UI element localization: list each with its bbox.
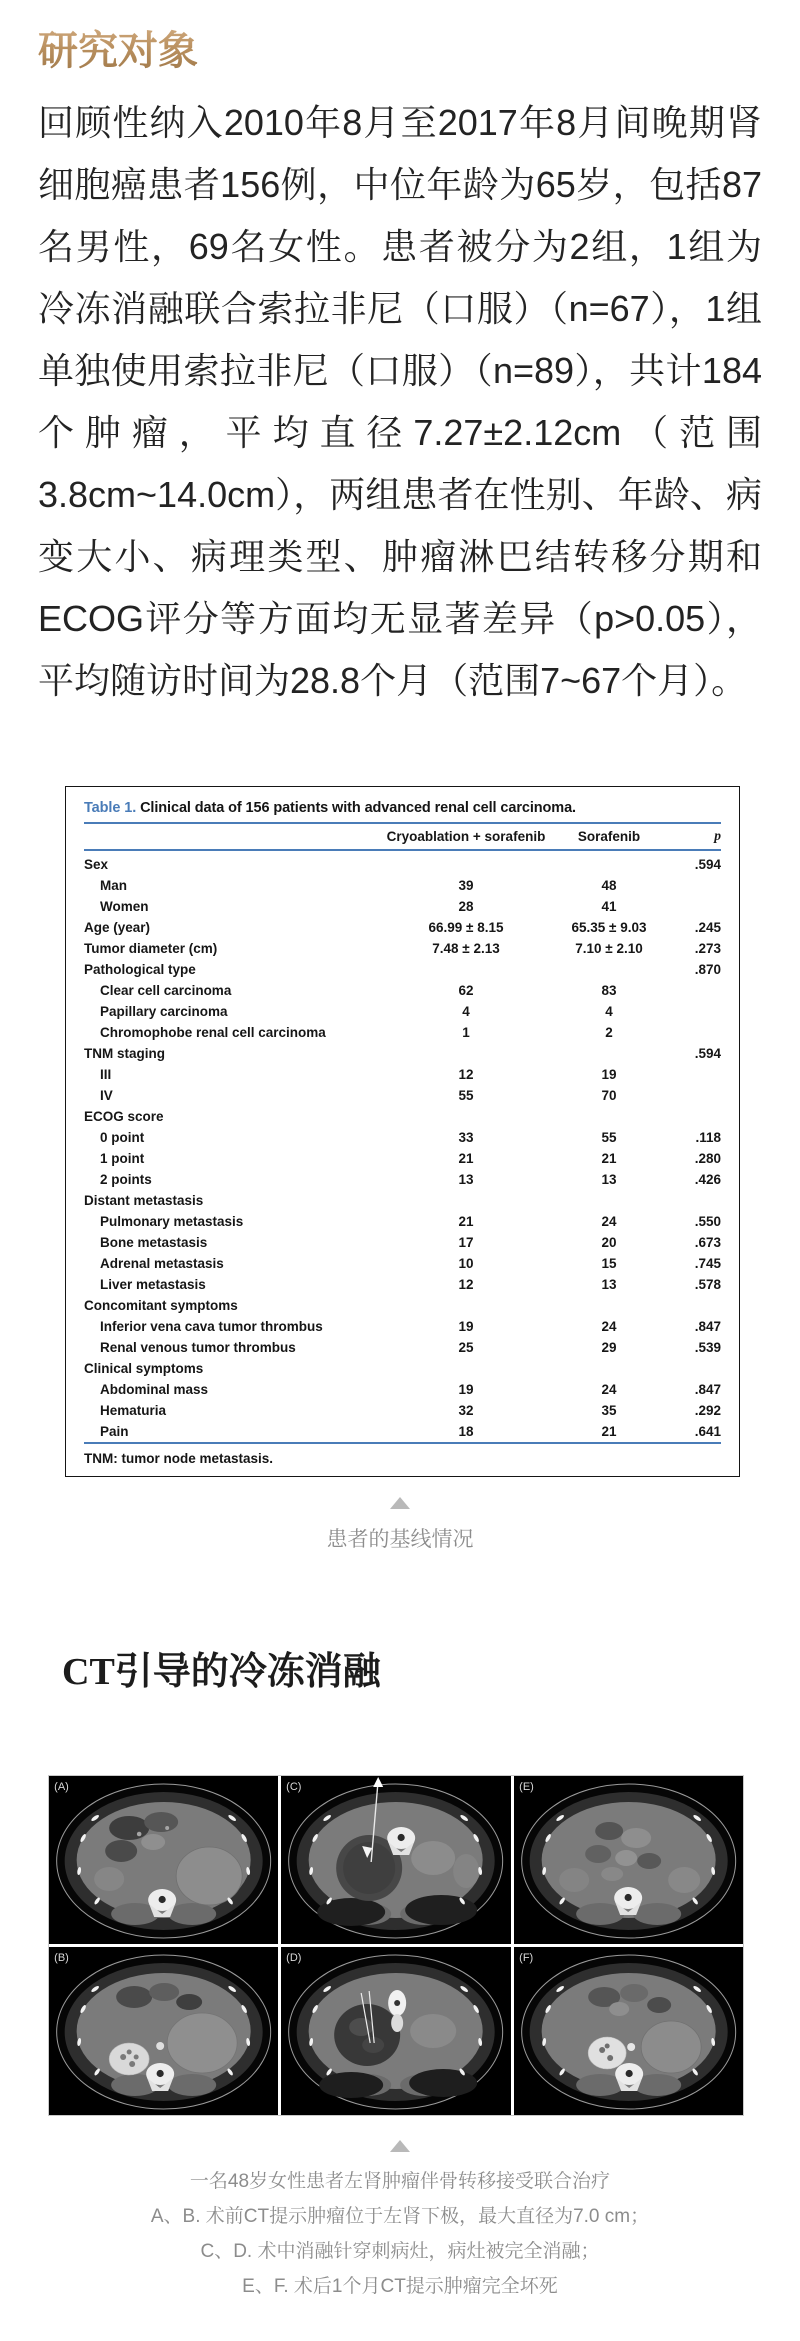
row-value-cryoablation: 21 (458, 1214, 474, 1229)
table-footnote: TNM: tumor node metastasis. (84, 1451, 274, 1466)
table-row (84, 875, 721, 896)
clinical-data-table-figure (65, 786, 740, 1477)
header-blank-cell (84, 823, 380, 850)
row-value-sorafenib: 13 (601, 1277, 617, 1292)
table-row (84, 1421, 721, 1443)
row-value-sorafenib: 13 (601, 1172, 617, 1187)
table-row (84, 1148, 721, 1169)
row-value-cryoablation: 25 (458, 1340, 474, 1355)
row-value-sorafenib: 2 (605, 1025, 613, 1040)
ct-panel-label: (A) (54, 1780, 69, 1793)
row-p-value: .578 (694, 1277, 721, 1292)
row-p-value: .245 (694, 920, 721, 935)
row-label: 0 point (100, 1130, 145, 1145)
ct-figure-caption (0, 2164, 800, 2304)
row-label: Concomitant symptoms (84, 1298, 238, 1313)
row-label: Abdominal mass (100, 1382, 209, 1397)
row-value-sorafenib: 83 (601, 983, 617, 998)
row-label: Age (year) (84, 920, 151, 935)
table-row (84, 1253, 721, 1274)
row-value-cryoablation: 39 (458, 878, 474, 893)
header-cryoablation-sorafenib: Cryoablation + sorafenib (380, 823, 552, 850)
caption-line: E、F. 术后1个月CT提示肿瘤完全坏死 (242, 2275, 558, 2297)
row-value-sorafenib (552, 1295, 666, 1316)
caption-arrow-icon (390, 2140, 410, 2152)
row-value-sorafenib: 55 (601, 1130, 617, 1145)
caption-line: 一名48岁女性患者左肾肿瘤伴骨转移接受联合治疗 (189, 2170, 611, 2192)
row-p-value (666, 1001, 721, 1022)
table-row (84, 1232, 721, 1253)
table-header-row (84, 823, 721, 850)
row-value-cryoablation: 32 (458, 1403, 474, 1418)
table-row (84, 1106, 721, 1127)
row-value-cryoablation: 7.48 ± 2.13 (432, 941, 500, 956)
row-p-value: .870 (694, 962, 721, 977)
table-row (84, 1169, 721, 1190)
table-row (84, 1190, 721, 1211)
row-value-cryoablation: 62 (458, 983, 474, 998)
row-p-value (666, 1064, 721, 1085)
row-label: IV (100, 1088, 113, 1103)
table-row (84, 980, 721, 1001)
row-value-sorafenib (552, 959, 666, 980)
table-row (84, 850, 721, 875)
row-value-cryoablation: 28 (458, 899, 474, 914)
row-value-cryoablation: 17 (458, 1235, 474, 1250)
clinical-data-table (84, 822, 721, 1444)
row-value-cryoablation: 12 (458, 1067, 474, 1082)
row-p-value: .847 (694, 1382, 721, 1397)
caption-arrow-icon (390, 1497, 410, 1509)
row-value-cryoablation: 21 (458, 1151, 474, 1166)
ct-panel-label: (C) (286, 1780, 302, 1793)
row-label: Man (100, 878, 127, 893)
table-row (84, 1295, 721, 1316)
table-row (84, 1022, 721, 1043)
row-value-cryoablation (380, 1043, 552, 1064)
row-label: Bone metastasis (100, 1235, 208, 1250)
row-p-value (666, 1022, 721, 1043)
row-value-sorafenib: 19 (601, 1067, 617, 1082)
ct-panel-label: (B) (54, 1951, 69, 1964)
row-value-cryoablation: 19 (458, 1319, 474, 1334)
ct-panel-b (49, 1947, 278, 2115)
row-label: TNM staging (84, 1046, 165, 1061)
row-value-sorafenib: 48 (601, 878, 617, 893)
row-label: Pain (100, 1424, 129, 1439)
table-row (84, 1337, 721, 1358)
row-p-value: .641 (694, 1424, 721, 1439)
row-p-value (666, 1106, 721, 1127)
section-heading-ct-cryoablation: CT引导的冷冻消融 (62, 1651, 381, 1693)
row-value-sorafenib (552, 1358, 666, 1379)
caption-line: C、D. 术中消融针穿刺病灶，病灶被完全消融； (200, 2240, 600, 2262)
row-value-cryoablation (380, 1190, 552, 1211)
row-p-value (666, 896, 721, 917)
ct-panel-label: (D) (286, 1951, 302, 1964)
ct-panel-d (281, 1947, 510, 2115)
row-p-value: .118 (695, 1130, 721, 1145)
row-p-value: .673 (694, 1235, 721, 1250)
row-value-sorafenib: 24 (601, 1214, 617, 1229)
row-value-sorafenib: 70 (601, 1088, 617, 1103)
row-label: Papillary carcinoma (100, 1004, 228, 1019)
table-row (84, 917, 721, 938)
row-value-sorafenib: 65.35 ± 9.03 (571, 920, 647, 935)
row-p-value: .550 (694, 1214, 721, 1229)
row-label: Hematuria (100, 1403, 167, 1418)
study-paragraph: 回顾性纳入2010年8月至2017年8月间晚期肾细胞癌患者156例，中位年龄为65岁，包括87名男性，69名女性。患者被分为2组，1组为冷冻消融联合索拉非尼（口服）（n=67），1组单独使用索拉非尼（口服）（n=89），共计184个肿瘤，平均直径7.27±2.12cm（范围3.8cm~14.0cm），两组患者在性别、年龄、病变大小、病理类型、肿瘤淋巴结转移分期和ECOG评分等方面均无显著差异（p>0.05），平均随访时间为28.8个月（范围7~67个月）。 (38, 102, 762, 701)
row-value-cryoablation: 12 (458, 1277, 474, 1292)
row-value-sorafenib: 21 (601, 1151, 617, 1166)
row-label: Women (100, 899, 149, 914)
table-row (84, 1358, 721, 1379)
row-value-cryoablation (380, 1358, 552, 1379)
row-label: 1 point (100, 1151, 145, 1166)
row-p-value: .426 (694, 1172, 721, 1187)
table-row (84, 896, 721, 917)
section-heading-research-subjects: 研究对象 (38, 26, 198, 76)
row-value-sorafenib: 7.10 ± 2.10 (575, 941, 643, 956)
row-value-sorafenib (552, 1106, 666, 1127)
row-value-sorafenib: 35 (601, 1403, 617, 1418)
row-label: Chromophobe renal cell carcinoma (100, 1025, 326, 1040)
row-label: Pathological type (84, 962, 196, 977)
ct-panel-a (49, 1776, 278, 1944)
table-row (84, 1211, 721, 1232)
row-value-sorafenib: 15 (601, 1256, 617, 1271)
row-label: Tumor diameter (cm) (84, 941, 218, 956)
table-body (84, 850, 721, 1443)
table-row (84, 938, 721, 959)
ct-panel-e (514, 1776, 743, 1944)
row-label: III (100, 1067, 112, 1082)
row-value-sorafenib: 24 (601, 1319, 617, 1334)
table-number-label: Table 1. (84, 800, 137, 816)
row-label: Distant metastasis (84, 1193, 204, 1208)
table-row (84, 959, 721, 980)
row-value-sorafenib: 20 (601, 1235, 617, 1250)
table-title-text: Clinical data of 156 patients with advanced renal cell carcinoma. (140, 800, 576, 816)
row-value-sorafenib: 29 (601, 1340, 617, 1355)
row-p-value: .280 (694, 1151, 721, 1166)
table-row (84, 1379, 721, 1400)
table-row (84, 1064, 721, 1085)
caption-line: A、B. 术前CT提示肿瘤位于左肾下极，最大直径为7.0 cm； (150, 2205, 650, 2227)
header-sorafenib: Sorafenib (552, 823, 666, 850)
table-row (84, 1001, 721, 1022)
row-p-value (666, 1190, 721, 1211)
row-value-cryoablation (380, 850, 552, 875)
table-row (84, 1316, 721, 1337)
row-value-sorafenib (552, 1043, 666, 1064)
row-p-value (666, 1295, 721, 1316)
row-value-sorafenib: 21 (601, 1424, 617, 1439)
ct-panel-label: (E) (518, 1780, 534, 1793)
row-value-cryoablation: 55 (458, 1088, 474, 1103)
row-label: Renal venous tumor thrombus (100, 1340, 296, 1355)
row-value-cryoablation: 66.99 ± 8.15 (428, 920, 504, 935)
row-value-cryoablation (380, 1106, 552, 1127)
row-value-cryoablation: 18 (458, 1424, 474, 1439)
table-title (84, 800, 721, 816)
row-value-sorafenib (552, 850, 666, 875)
row-label: Inferior vena cava tumor thrombus (100, 1319, 323, 1334)
row-label: Sex (84, 857, 109, 872)
row-value-cryoablation (380, 1295, 552, 1316)
row-value-cryoablation: 13 (458, 1172, 474, 1187)
ct-panel-c (281, 1776, 510, 1944)
table-row (84, 1274, 721, 1295)
ct-panel-label: (F) (518, 1951, 533, 1964)
row-p-value (666, 1085, 721, 1106)
row-label: ECOG score (84, 1109, 164, 1124)
row-value-cryoablation: 33 (458, 1130, 474, 1145)
header-p-value: p (666, 823, 721, 850)
row-p-value: .745 (694, 1256, 721, 1271)
row-value-cryoablation: 10 (458, 1256, 474, 1271)
row-p-value (666, 1358, 721, 1379)
table-row (84, 1127, 721, 1148)
row-p-value: .273 (694, 941, 721, 956)
table-caption: 患者的基线情况 (326, 1528, 474, 1551)
row-p-value: .539 (694, 1340, 721, 1355)
row-value-cryoablation: 4 (462, 1004, 470, 1019)
table-row (84, 1043, 721, 1064)
row-value-cryoablation: 1 (462, 1025, 470, 1040)
row-value-cryoablation: 19 (458, 1382, 474, 1397)
row-label: 2 points (100, 1172, 152, 1187)
row-label: Liver metastasis (100, 1277, 206, 1292)
table-row (84, 1085, 721, 1106)
row-p-value: .594 (694, 1046, 721, 1061)
table-row (84, 1400, 721, 1421)
row-value-sorafenib: 4 (605, 1004, 613, 1019)
row-p-value (666, 875, 721, 896)
row-label: Clinical symptoms (84, 1361, 204, 1376)
row-value-cryoablation (380, 959, 552, 980)
row-label: Pulmonary metastasis (100, 1214, 244, 1229)
ct-panel-f (514, 1947, 743, 2115)
row-label: Clear cell carcinoma (100, 983, 232, 998)
row-value-sorafenib: 41 (601, 899, 617, 914)
row-label: Adrenal metastasis (100, 1256, 224, 1271)
ct-image-grid (48, 1775, 744, 2116)
row-p-value (666, 980, 721, 1001)
row-value-sorafenib: 24 (601, 1382, 617, 1397)
row-value-sorafenib (552, 1190, 666, 1211)
row-p-value: .292 (694, 1403, 721, 1418)
row-p-value: .594 (694, 857, 721, 872)
row-p-value: .847 (694, 1319, 721, 1334)
